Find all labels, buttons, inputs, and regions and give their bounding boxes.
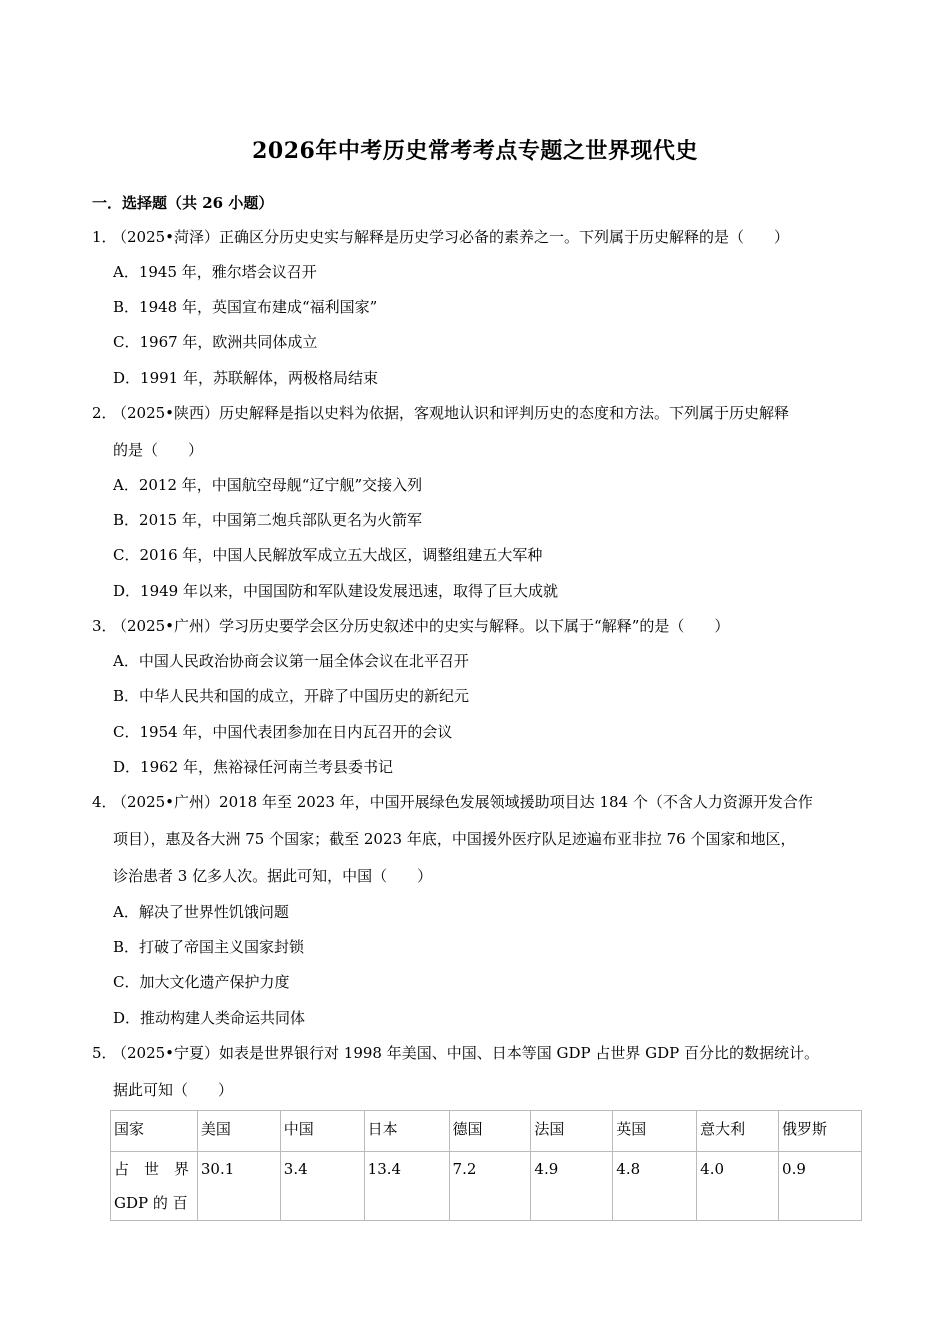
question-text-cont: 诊治患者 3 亿多人次。据此可知，中国（ ） (113, 867, 433, 885)
table-cell: 4.0 (697, 1152, 779, 1221)
question-number: 5． (92, 1044, 117, 1062)
table-header-row (111, 1111, 862, 1152)
option-d: D．1949 年以来，中国国防和军队建设发展迅速，取得了巨大成就 (113, 582, 558, 600)
question-text-cont: 据此可知（ ） (113, 1081, 234, 1099)
table-cell: 30.1 (197, 1152, 280, 1221)
option-a: A．2012 年，中国航空母舰“辽宁舰”交接入列 (113, 476, 423, 494)
gdp-table (110, 1110, 862, 1221)
table-header-cell: 日本 (364, 1111, 449, 1152)
table-row (111, 1152, 862, 1221)
question-2 (92, 403, 789, 423)
question-text: （2025•广州）2018 年至 2023 年，中国开展绿色发展领域援助项目达 184 个（不含人力资源开发合作 (112, 793, 813, 811)
option-d: D．1991 年，苏联解体，两极格局结束 (113, 369, 378, 387)
table-row-label (111, 1152, 198, 1221)
option-b: B．1948 年，英国宣布建成“福利国家” (113, 298, 378, 316)
question-3 (92, 616, 729, 636)
question-text-cont: 的是（ ） (113, 441, 204, 459)
table-header-cell: 法国 (531, 1111, 613, 1152)
option-a: A．中国人民政治协商会议第一届全体会议在北平召开 (113, 652, 469, 670)
question-number: 1． (92, 228, 117, 246)
question-text-cont: 项目），惠及各大洲 75 个国家；截至 2023 年底，中国援外医疗队足迹遍布亚非拉 76 个国家和地区， (113, 830, 796, 848)
table-cell: 4.8 (613, 1152, 697, 1221)
question-number: 4． (92, 793, 117, 811)
option-c: C．加大文化遗产保护力度 (113, 973, 290, 991)
table-cell: 13.4 (364, 1152, 449, 1221)
question-number: 2． (92, 404, 117, 422)
question-text: （2025•陕西）历史解释是指以史料为依据，客观地认识和评判历史的态度和方法。下列属于历史解释 (112, 404, 790, 422)
option-c: C．1954 年，中国代表团参加在日内瓦召开的会议 (113, 723, 453, 741)
table-header-cell: 德国 (449, 1111, 531, 1152)
option-c: C．2016 年，中国人民解放军成立五大战区，调整组建五大军种 (113, 546, 543, 564)
table-cell: 4.9 (531, 1152, 613, 1221)
question-text: （2025•宁夏）如表是世界银行对 1998 年美国、中国、日本等国 GDP 占世界 GDP 百分比的数据统计。 (112, 1044, 820, 1062)
table-cell: 7.2 (449, 1152, 531, 1221)
question-text: （2025•菏泽）正确区分历史史实与解释是历史学习必备的素养之一。下列属于历史解释的是（ ） (112, 228, 790, 246)
table-header-cell: 中国 (280, 1111, 364, 1152)
option-c: C．1967 年，欧洲共同体成立 (113, 333, 318, 351)
page-title: 2026年中考历史常考考点专题之世界现代史 (252, 138, 698, 164)
option-b: B．2015 年，中国第二炮兵部队更名为火箭军 (113, 511, 422, 529)
row-label-line: 占 世 界 (114, 1160, 190, 1178)
question-number: 3． (92, 617, 117, 635)
table-header-cell: 美国 (197, 1111, 280, 1152)
question-1 (92, 227, 789, 247)
table-cell: 3.4 (280, 1152, 364, 1221)
table-cell: 0.9 (779, 1152, 862, 1221)
section-heading: 一．选择题（共 26 小题） (92, 194, 274, 212)
table-header-cell: 英国 (613, 1111, 697, 1152)
table-header-cell: 国家 (111, 1111, 198, 1152)
question-text: （2025•广州）学习历史要学会区分历史叙述中的史实与解释。以下属于“解释”的是（ ） (112, 617, 730, 635)
option-d: D．推动构建人类命运共同体 (113, 1009, 306, 1027)
question-5 (92, 1043, 819, 1063)
option-b: B．打破了帝国主义国家封锁 (113, 938, 305, 956)
row-label-line: GDP 的 百 (114, 1194, 188, 1212)
option-a: A．解决了世界性饥饿问题 (113, 903, 289, 921)
question-4 (92, 792, 813, 812)
table-header-cell: 意大利 (697, 1111, 779, 1152)
option-a: A．1945 年，雅尔塔会议召开 (113, 263, 317, 281)
option-b: B．中华人民共和国的成立，开辟了中国历史的新纪元 (113, 687, 470, 705)
table-header-cell: 俄罗斯 (779, 1111, 862, 1152)
option-d: D．1962 年，焦裕禄任河南兰考县委书记 (113, 758, 393, 776)
